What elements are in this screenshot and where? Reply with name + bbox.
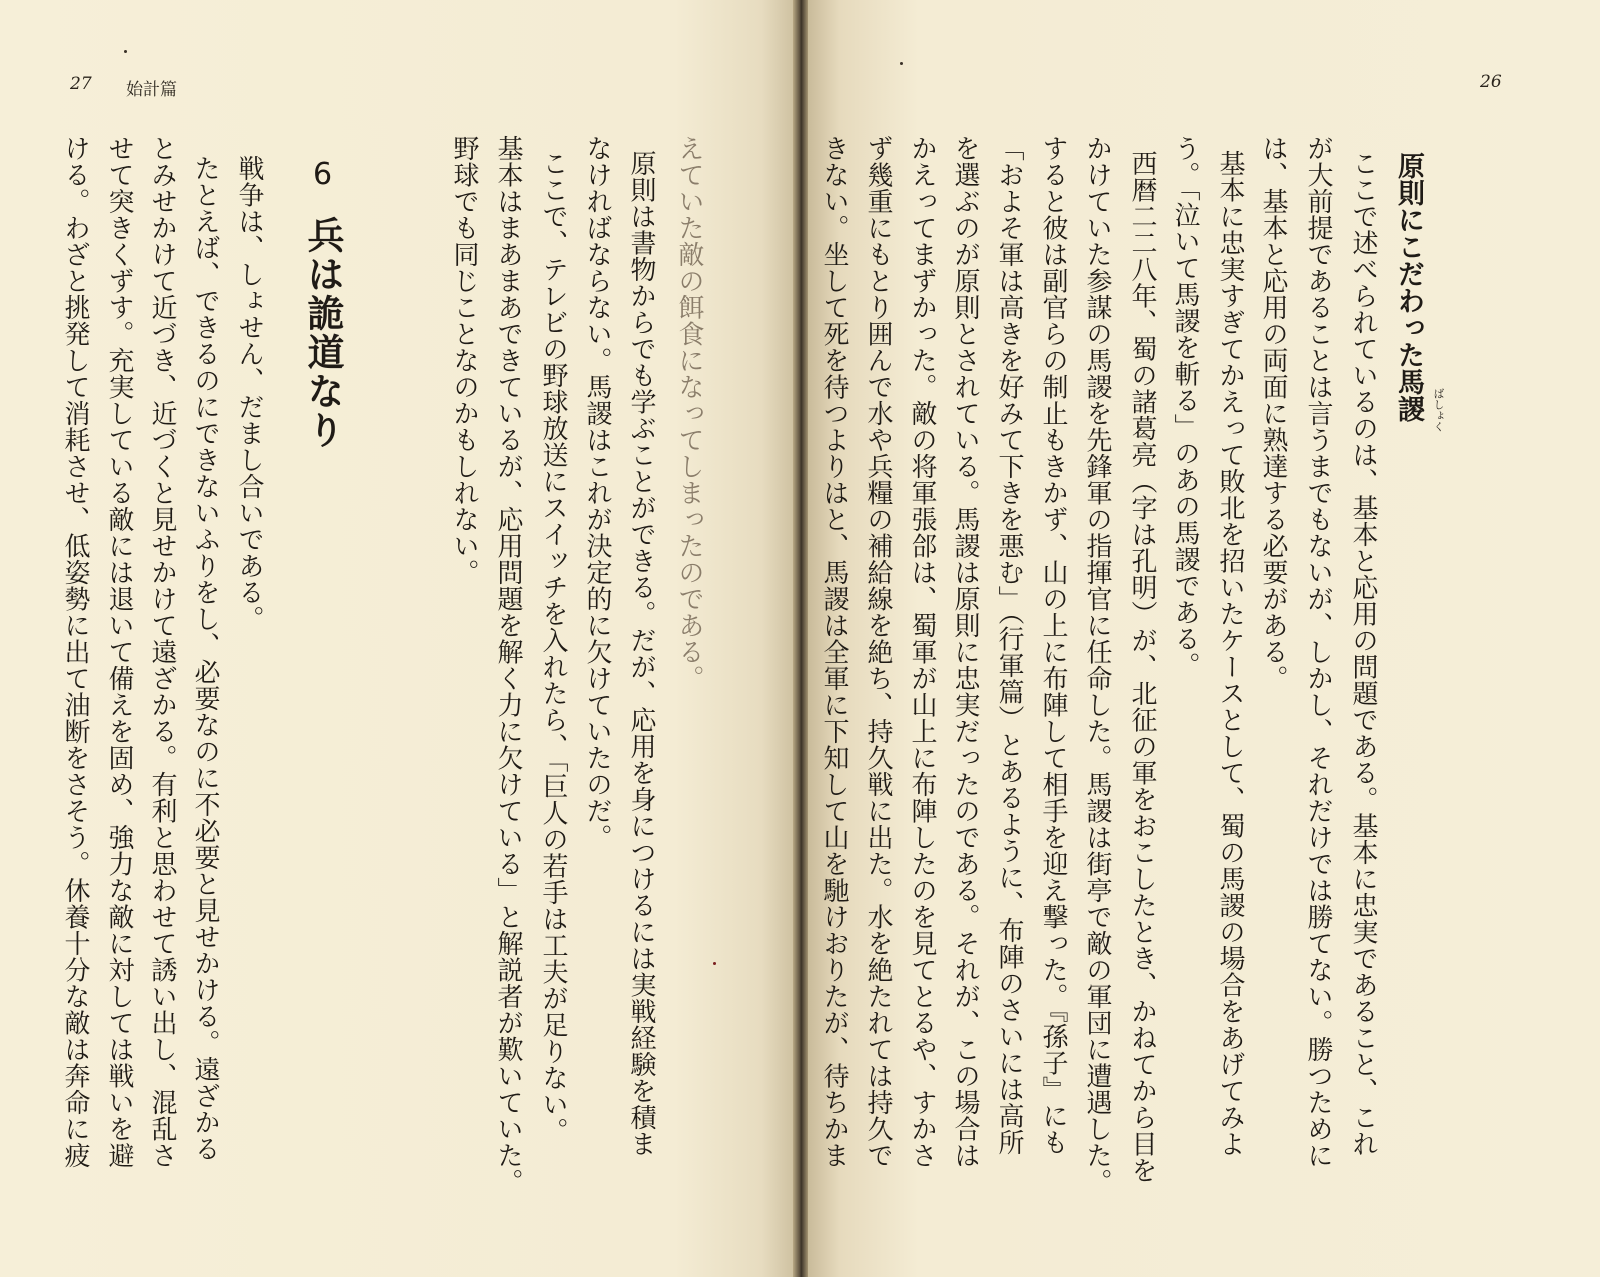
right-column-8: すると彼は副官らの制止もきかず、山の上に布陣して相手を迎え撃った。『孫子』にも — [1038, 135, 1068, 1156]
right-column-5: う。「泣いて馬謖を斬る」のあの馬謖である。 — [1170, 135, 1200, 679]
left-column-8: たとえば、できるのにできないふりをし、必要なのに不必要と見せかける。遠ざかる — [190, 155, 220, 1162]
left-column-10: せて突きくずす。充実している敵には退いて備えを固め、強力な敵に対しては戦いを避 — [104, 135, 134, 1169]
right-column-12: ず幾重にもとり囲んで水や兵糧の補給線を絶ち、持久戦に出た。水を絶たれては持久で — [863, 135, 893, 1169]
chapter-title: 兵は詭道なり — [301, 216, 344, 450]
left-column-11: ける。わざと挑発して消耗させ、低姿勢に出て油断をさそう。休養十分な敵は奔命に疲 — [60, 135, 90, 1169]
left-column-7: 戦争は、しょせん、だまし合いである。 — [234, 155, 264, 632]
right-column-6: 西暦二二八年、蜀の諸葛亮（字は孔明）が、北征の軍をおこしたとき、かねてから目を — [1127, 150, 1157, 1184]
right-column-1: ここで述べられているのは、基本と応用の問題である。基本に忠実であること、これ — [1348, 150, 1378, 1157]
left-column-1: えていた敵の餌食になってしまったのである。 — [674, 135, 704, 692]
left-column-4: ここで、テレビの野球放送にスイッチを入れたら、「巨人の若手は工夫が足りない。 — [538, 150, 568, 1144]
right-column-7: かけていた参謀の馬謖を先鋒軍の指揮官に任命した。馬謖は街亭で敵の軍団に遭遇した。 — [1082, 135, 1112, 1195]
right-page — [808, 0, 1600, 1277]
left-column-5: 基本はまあまあできているが、応用問題を解く力に欠けている」と解説者が歎いていた。 — [493, 135, 523, 1195]
paper-speck — [124, 50, 127, 53]
left-column-3: なければならない。馬謖はこれが決定的に欠けていたのだ。 — [582, 135, 612, 851]
right-column-11: かえってまずかった。敵の将軍張郃は、蜀軍が山上に布陣したのを見てとるや、すかさ — [907, 135, 937, 1169]
heading-ruby: ばしょく — [1432, 388, 1445, 432]
page-number-left: 27 — [70, 74, 92, 94]
section-heading: 原則にこだわった馬謖 — [1393, 152, 1424, 422]
right-column-13: きない。坐して死を待つよりはと、馬謖は全軍に下知して山を馳けおりたが、待ちかま — [819, 135, 849, 1169]
right-column-3: は、基本と応用の両面に熟達する必要がある。 — [1258, 135, 1288, 692]
paper-speck — [713, 962, 716, 965]
right-column-10: を選ぶのが原則とされている。馬謖は原則に忠実だったのである。それが、この場合は — [950, 135, 980, 1169]
book-gutter — [793, 0, 808, 1277]
page-number-right: 26 — [1480, 72, 1502, 92]
section-label: 始計篇 — [126, 80, 177, 100]
paper-speck — [900, 62, 903, 65]
left-column-9: とみせかけて近づき、近づくと見せかけて遠ざかる。有利と思わせて誘い出し、混乱さ — [147, 135, 177, 1169]
left-column-6: 野球でも同じことなのかもしれない。 — [449, 135, 479, 586]
right-column-9: 「およそ軍は高きを好みて下きを悪む」（行軍篇）とあるように、布陣のさいには高所 — [994, 135, 1024, 1156]
left-column-2: 原則は書物からでも学ぶことができる。だが、応用を身につけるには実戦経験を積ま — [626, 150, 656, 1157]
chapter-number: 6 — [313, 157, 333, 192]
right-column-4: 基本に忠実すぎてかえって敗北を招いたケースとして、蜀の馬謖の場合をあげてみよ — [1215, 150, 1245, 1157]
left-page — [0, 0, 793, 1277]
right-column-2: が大前提であることは言うまでもないが、しかし、それだけでは勝てない。勝つために — [1303, 135, 1333, 1169]
